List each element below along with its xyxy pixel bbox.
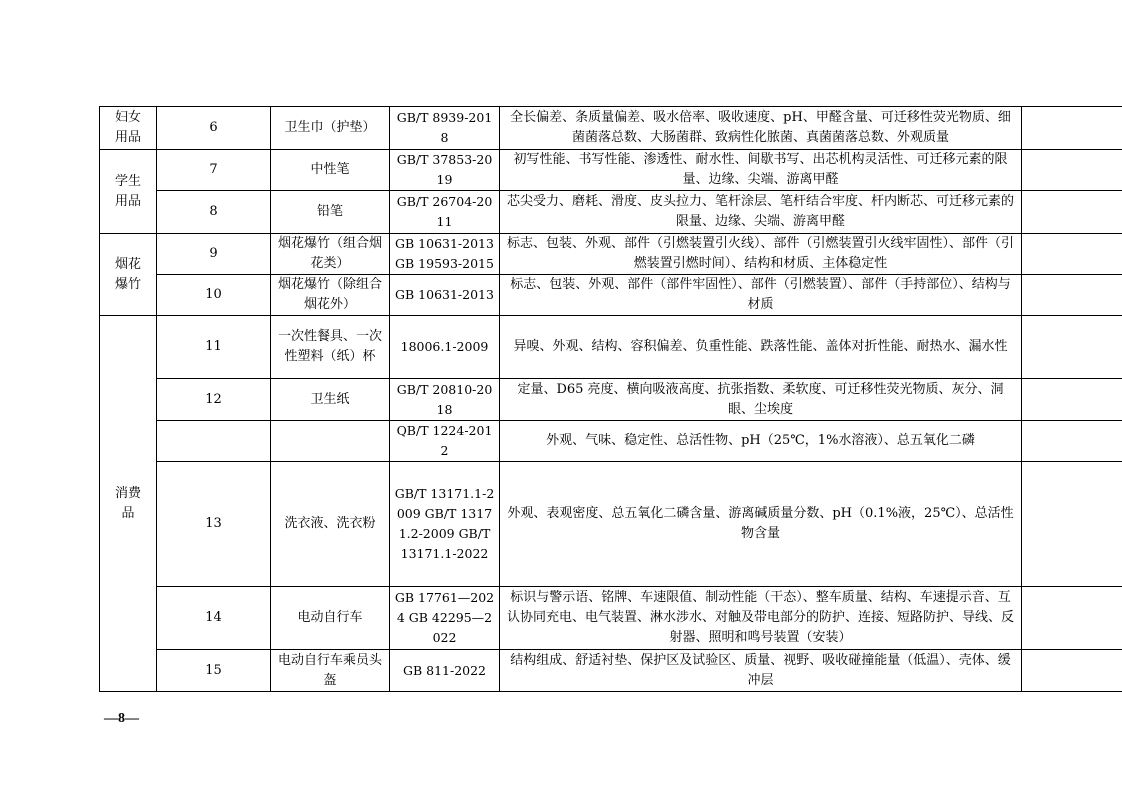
table-row [100, 234, 1122, 275]
product-cell: 烟花爆竹（组合烟花类） [271, 234, 390, 275]
product-cell: 卫生巾（护垫） [271, 107, 390, 150]
table-row [100, 316, 1122, 379]
standard-cell: GB/T 8939-2018 [390, 107, 500, 150]
number-cell: 15 [157, 650, 271, 692]
table-row [100, 275, 1122, 316]
test-items-cell: 标志、包装、外观、部件（部件牢固性）、部件（引燃装置）、部件（手持部位）、结构与材质 [500, 275, 1022, 316]
test-items-cell: 标识与警示语、铭牌、车速限值、制动性能（干态）、整车质量、结构、车速提示音、互认协同充电、电气装置、淋水涉水、对触及带电部分的防护、连接、短路防护、导线、反射器、照明和鸣号装置（安装） [500, 587, 1022, 650]
blank-cell [1022, 462, 1122, 587]
product-cell: 铅笔 [271, 191, 390, 234]
category-cell: 学生用品 [100, 150, 157, 234]
standard-cell: GB/T 37853-2019 [390, 150, 500, 191]
standard-cell: GB 811-2022 [390, 650, 500, 692]
table-row [100, 107, 1122, 150]
blank-cell [1022, 316, 1122, 379]
standard-cell: GB/T 26704-2011 [390, 191, 500, 234]
number-cell: 14 [157, 587, 271, 650]
blank-cell [1022, 275, 1122, 316]
blank-cell [1022, 379, 1122, 421]
test-items-cell: 结构组成、舒适衬垫、保护区及试验区、质量、视野、吸收碰撞能量（低温）、壳体、缓冲层 [500, 650, 1022, 692]
test-items-cell: 标志、包装、外观、部件（引燃装置引火线）、部件（引燃装置引火线牢固性）、部件（引燃装置引燃时间）、结构和材质、主体稳定性 [500, 234, 1022, 275]
test-items-cell: 外观、表观密度、总五氧化二磷含量、游离碱质量分数、pH（0.1%液，25℃）、总活性物含量 [500, 462, 1022, 587]
standard-cell: GB/T 20810-2018 [390, 379, 500, 421]
number-cell: 10 [157, 275, 271, 316]
test-items-cell: 芯尖受力、磨耗、滑度、皮头拉力、笔杆涂层、笔杆结合牢度、杆内断芯、可迁移元素的限量、边缘、尖端、游离甲醛 [500, 191, 1022, 234]
product-cell: 中性笔 [271, 150, 390, 191]
test-items-cell: 定量、D65 亮度、横向吸液高度、抗张指数、柔软度、可迁移性荧光物质、灰分、洞眼、尘埃度 [500, 379, 1022, 421]
product-cell: 卫生纸 [271, 379, 390, 421]
number-cell: 9 [157, 234, 271, 275]
table-row [100, 462, 1122, 587]
standard-cell: QB/T 1224-2012 [390, 421, 500, 462]
blank-cell [1022, 421, 1122, 462]
number-cell: 6 [157, 107, 271, 150]
table-row [100, 379, 1122, 421]
standards-table [99, 106, 1122, 692]
number-cell [157, 421, 271, 462]
product-cell [271, 421, 390, 462]
table-row [100, 587, 1122, 650]
standard-cell: GB/T 13171.1-2009 GB/T 13171.2-2009 GB/T 13171.1-2022 [390, 462, 500, 587]
product-cell: 洗衣液、洗衣粉 [271, 462, 390, 587]
blank-cell [1022, 587, 1122, 650]
number-cell: 13 [157, 462, 271, 587]
test-items-cell: 外观、气味、稳定性、总活性物、pH（25℃，1%水溶液）、总五氧化二磷 [500, 421, 1022, 462]
standard-cell: GB 10631-2013 [390, 275, 500, 316]
product-cell: 电动自行车乘员头盔 [271, 650, 390, 692]
standard-cell: GB 17761—2024 GB 42295—2022 [390, 587, 500, 650]
number-cell: 8 [157, 191, 271, 234]
category-cell: 妇女用品 [100, 107, 157, 150]
number-cell: 11 [157, 316, 271, 379]
page-number: —8— [104, 711, 139, 726]
table-row [100, 650, 1122, 692]
blank-cell [1022, 107, 1122, 150]
number-cell: 7 [157, 150, 271, 191]
test-items-cell: 异嗅、外观、结构、容积偏差、负重性能、跌落性能、盖体对折性能、耐热水、漏水性 [500, 316, 1022, 379]
test-items-cell: 全长偏差、条质量偏差、吸水倍率、吸收速度、pH、甲醛含量、可迁移性荧光物质、细菌菌落总数、大肠菌群、致病性化脓菌、真菌菌落总数、外观质量 [500, 107, 1022, 150]
test-items-cell: 初写性能、书写性能、渗透性、耐水性、间歇书写、出芯机构灵活性、可迁移元素的限量、边缘、尖端、游离甲醛 [500, 150, 1022, 191]
table-row [100, 150, 1122, 191]
product-cell: 烟花爆竹（除组合烟花外） [271, 275, 390, 316]
blank-cell [1022, 650, 1122, 692]
number-cell: 12 [157, 379, 271, 421]
blank-cell [1022, 234, 1122, 275]
standard-cell: GB 10631-2013 GB 19593-2015 [390, 234, 500, 275]
blank-cell [1022, 150, 1122, 191]
table-row [100, 191, 1122, 234]
category-cell: 烟花爆竹 [100, 234, 157, 316]
table-row [100, 421, 1122, 462]
category-cell: 消费品 [100, 316, 157, 692]
product-cell: 一次性餐具、一次性塑料（纸）杯 [271, 316, 390, 379]
blank-cell [1022, 191, 1122, 234]
standard-cell: 18006.1-2009 [390, 316, 500, 379]
product-cell: 电动自行车 [271, 587, 390, 650]
